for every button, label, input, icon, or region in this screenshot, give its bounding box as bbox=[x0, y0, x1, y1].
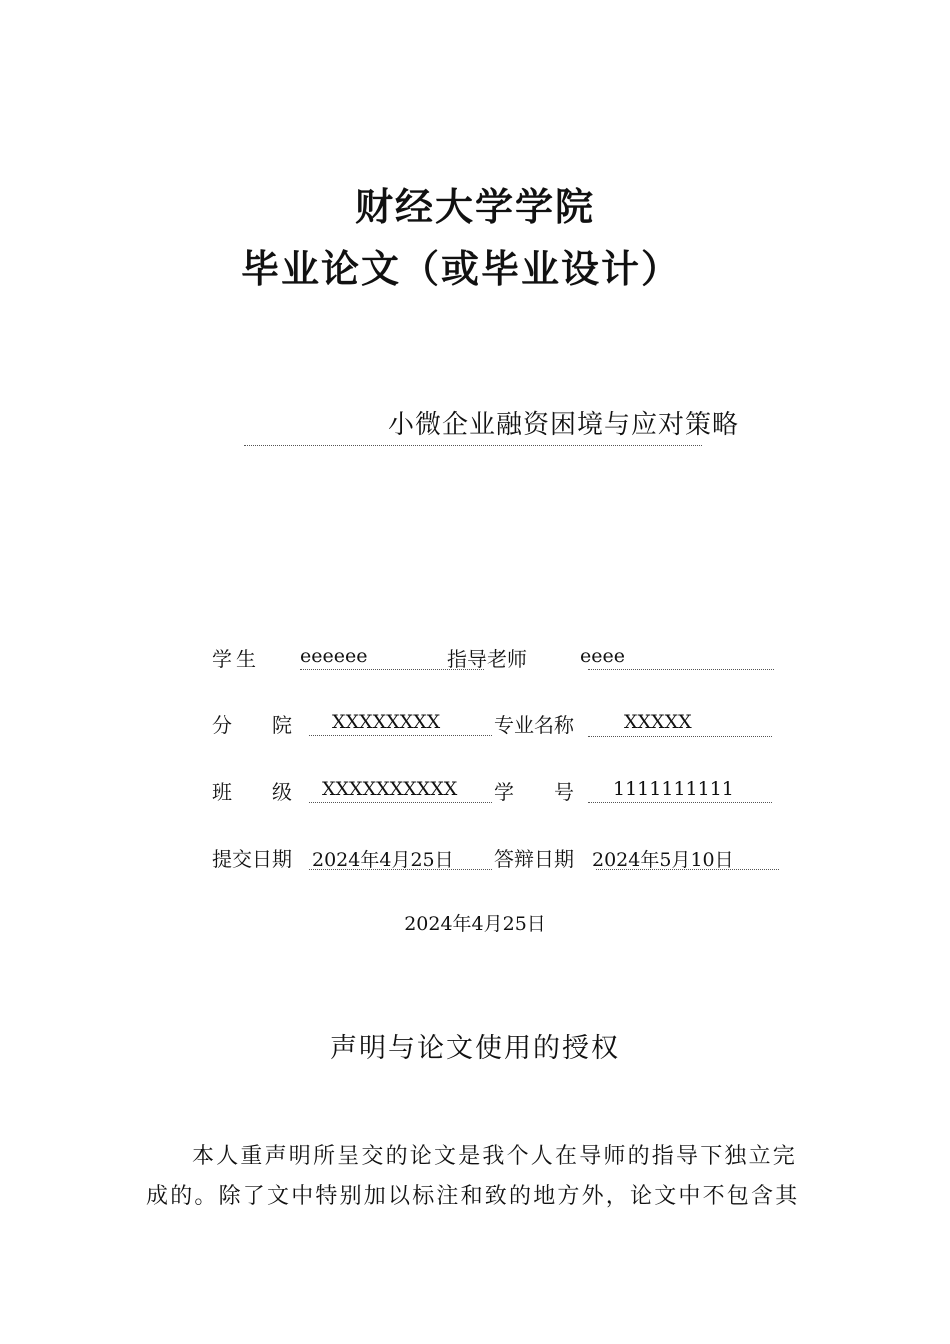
major-label: 专业名称 bbox=[494, 713, 574, 737]
college-value: XXXXXXXX bbox=[332, 711, 441, 733]
declaration-line-1: 本人重声明所呈交的论文是我个人在导师的指导下独立完 bbox=[192, 1144, 798, 1169]
submit-date-label: 提交日期 bbox=[212, 847, 292, 871]
school-name: 财经大学学院 bbox=[354, 185, 595, 229]
student-id-label: 学 号 bbox=[494, 780, 574, 804]
defense-date-value: 2024年5月10日 bbox=[592, 849, 734, 871]
student-label: 学生 bbox=[212, 647, 260, 671]
advisor-label: 指导老师 bbox=[447, 647, 527, 671]
declaration-title: 声明与论文使用的授权 bbox=[330, 1033, 620, 1064]
document-type-title: 毕业论文（或毕业设计） bbox=[240, 247, 681, 291]
college-label: 分 院 bbox=[212, 713, 292, 737]
major-value: XXXXX bbox=[624, 711, 692, 733]
advisor-value: eeee bbox=[580, 645, 625, 667]
class-underline bbox=[309, 802, 492, 803]
thesis-title: 小微企业融资困境与应对策略 bbox=[388, 410, 740, 440]
advisor-underline bbox=[588, 669, 774, 670]
class-value: XXXXXXXXXX bbox=[322, 778, 458, 800]
student-id-value: 1111111111 bbox=[613, 778, 734, 800]
submit-date-underline bbox=[309, 869, 492, 870]
cover-date: 2024年4月25日 bbox=[404, 913, 546, 935]
thesis-title-underline bbox=[244, 445, 702, 446]
class-label: 班 级 bbox=[212, 780, 292, 804]
major-underline bbox=[588, 736, 772, 737]
defense-date-label: 答辩日期 bbox=[494, 847, 574, 871]
declaration-line-2: 成的。除了文中特别加以标注和致的地方外，论文中不包含其 bbox=[146, 1184, 800, 1209]
defense-date-underline bbox=[596, 869, 779, 870]
student-id-underline bbox=[588, 802, 772, 803]
college-underline bbox=[309, 735, 492, 736]
submit-date-value: 2024年4月25日 bbox=[312, 849, 454, 871]
student-value: eeeeee bbox=[300, 645, 368, 667]
